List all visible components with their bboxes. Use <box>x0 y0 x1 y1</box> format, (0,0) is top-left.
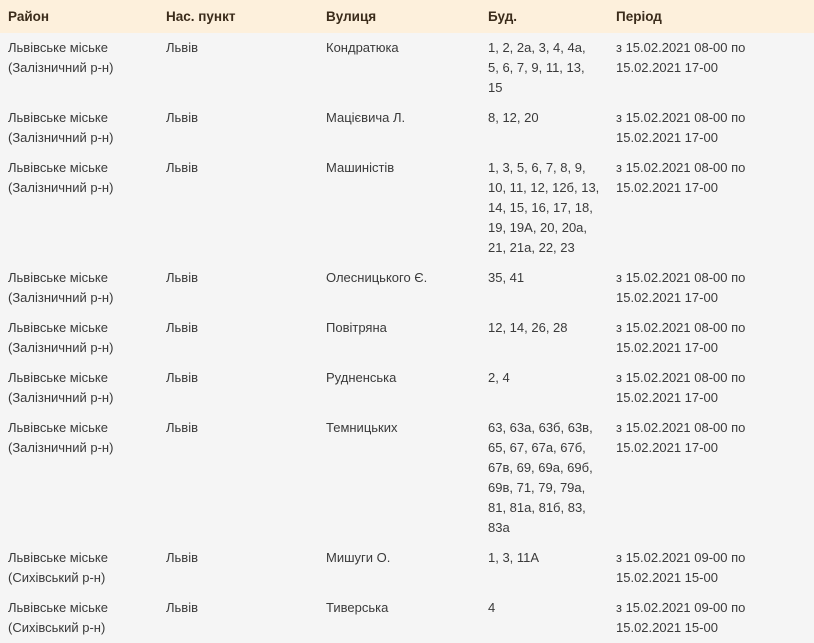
cell-buildings: 1, 3, 5, 6, 7, 8, 9, 10, 11, 12, 12б, 13, 14, 15, 16, 17, 18, 19, 19А, 20, 20а, 21, 21а, 22, 23 <box>480 153 608 263</box>
cell-street: Машиністів <box>318 153 480 263</box>
cell-settlement: Львів <box>158 103 318 153</box>
cell-period: з 15.02.2021 08-00 по 15.02.2021 17-00 <box>608 263 814 313</box>
cell-district: Львівське міське (Залізничний р-н) <box>0 363 158 413</box>
column-header-buildings: Буд. <box>480 0 608 33</box>
cell-buildings: 1, 3, 11А <box>480 543 608 593</box>
table-row <box>0 153 814 263</box>
cell-period: з 15.02.2021 08-00 по 15.02.2021 17-00 <box>608 413 814 543</box>
table-row <box>0 313 814 363</box>
cell-district: Львівське міське (Залізничний р-н) <box>0 413 158 543</box>
cell-street: Мишуги О. <box>318 543 480 593</box>
cell-period: з 15.02.2021 09-00 по 15.02.2021 15-00 <box>608 543 814 593</box>
cell-period: з 15.02.2021 08-00 по 15.02.2021 17-00 <box>608 103 814 153</box>
cell-buildings: 4 <box>480 593 608 643</box>
cell-buildings: 8, 12, 20 <box>480 103 608 153</box>
column-header-settlement: Нас. пункт <box>158 0 318 33</box>
table-row <box>0 593 814 643</box>
cell-street: Тиверська <box>318 593 480 643</box>
cell-period: з 15.02.2021 08-00 по 15.02.2021 17-00 <box>608 313 814 363</box>
cell-district: Львівське міське (Сихівський р-н) <box>0 543 158 593</box>
cell-street: Олесницького Є. <box>318 263 480 313</box>
table-row <box>0 543 814 593</box>
cell-district: Львівське міське (Сихівський р-н) <box>0 593 158 643</box>
cell-district: Львівське міське (Залізничний р-н) <box>0 263 158 313</box>
cell-settlement: Львів <box>158 263 318 313</box>
table-body <box>0 33 814 643</box>
cell-street: Рудненська <box>318 363 480 413</box>
cell-settlement: Львів <box>158 33 318 103</box>
cell-settlement: Львів <box>158 593 318 643</box>
cell-district: Львівське міське (Залізничний р-н) <box>0 313 158 363</box>
table-row <box>0 103 814 153</box>
cell-buildings: 12, 14, 26, 28 <box>480 313 608 363</box>
cell-buildings: 2, 4 <box>480 363 608 413</box>
table-header <box>0 0 814 33</box>
cell-settlement: Львів <box>158 413 318 543</box>
column-header-district: Район <box>0 0 158 33</box>
cell-period: з 15.02.2021 08-00 по 15.02.2021 17-00 <box>608 33 814 103</box>
table-row <box>0 363 814 413</box>
table-row <box>0 33 814 103</box>
column-header-period: Період <box>608 0 814 33</box>
cell-district: Львівське міське (Залізничний р-н) <box>0 33 158 103</box>
cell-settlement: Львів <box>158 363 318 413</box>
cell-street: Темницьких <box>318 413 480 543</box>
cell-period: з 15.02.2021 08-00 по 15.02.2021 17-00 <box>608 153 814 263</box>
cell-settlement: Львів <box>158 313 318 363</box>
cell-district: Львівське міське (Залізничний р-н) <box>0 153 158 263</box>
cell-street: Мацієвича Л. <box>318 103 480 153</box>
table-header-row <box>0 0 814 33</box>
table-row <box>0 263 814 313</box>
cell-street: Кондратюка <box>318 33 480 103</box>
column-header-street: Вулиця <box>318 0 480 33</box>
cell-period: з 15.02.2021 08-00 по 15.02.2021 17-00 <box>608 363 814 413</box>
cell-buildings: 35, 41 <box>480 263 608 313</box>
cell-settlement: Львів <box>158 543 318 593</box>
cell-street: Повітряна <box>318 313 480 363</box>
cell-district: Львівське міське (Залізничний р-н) <box>0 103 158 153</box>
cell-buildings: 63, 63а, 63б, 63в, 65, 67, 67а, 67б, 67в, 69, 69а, 69б, 69в, 71, 79, 79а, 81, 81а, 81б, 83, 83а <box>480 413 608 543</box>
table-row <box>0 413 814 543</box>
cell-period: з 15.02.2021 09-00 по 15.02.2021 15-00 <box>608 593 814 643</box>
cell-buildings: 1, 2, 2а, 3, 4, 4а, 5, 6, 7, 9, 11, 13, 15 <box>480 33 608 103</box>
cell-settlement: Львів <box>158 153 318 263</box>
